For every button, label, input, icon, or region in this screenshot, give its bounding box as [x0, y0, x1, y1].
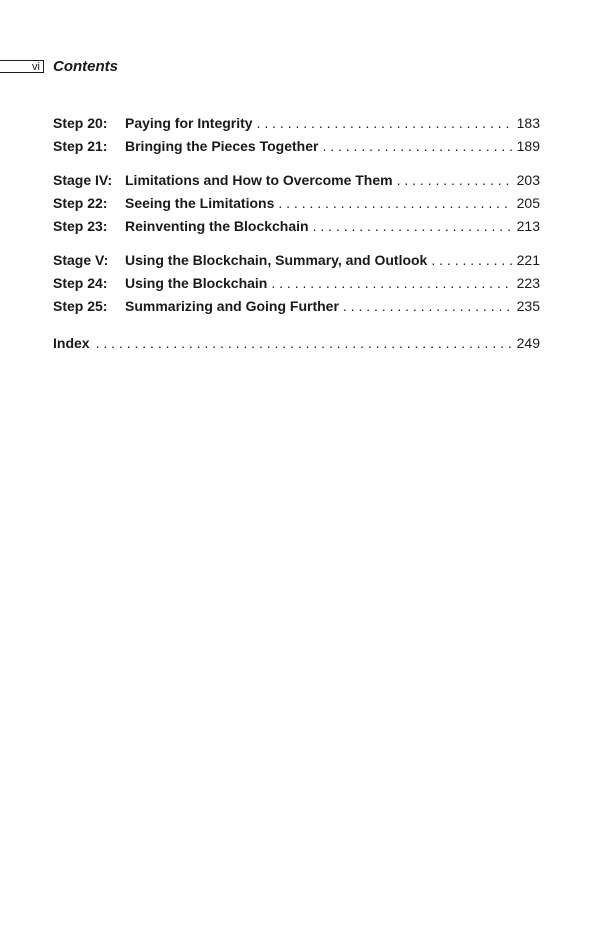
running-title: Contents: [53, 58, 118, 75]
toc-entry-title: Reinventing the Blockchain: [125, 218, 309, 234]
toc-entry-title: Using the Blockchain, Summary, and Outlook: [125, 252, 428, 268]
toc-entry-page: 249: [516, 335, 540, 351]
toc-entry-page: 183: [516, 115, 540, 131]
toc-entry[interactable]: [53, 272, 540, 295]
toc-entry-label: Stage V:: [53, 252, 109, 268]
toc-entry-label: Index: [53, 335, 90, 351]
toc-entry-label: Step 20:: [53, 115, 108, 131]
dot-leader: [96, 332, 513, 355]
dot-leader: [271, 272, 512, 295]
toc-entry-label: Step 25:: [53, 298, 108, 314]
toc-entry-title: Bringing the Pieces Together: [125, 138, 319, 154]
toc-entry-page: 221: [516, 252, 540, 268]
toc-stage-entry[interactable]: [53, 169, 540, 192]
toc-entry-title: Summarizing and Going Further: [125, 298, 339, 314]
dot-leader: [322, 135, 512, 158]
toc-entry-title: Limitations and How to Overcome Them: [125, 172, 393, 188]
toc-entry-label: Step 24:: [53, 275, 108, 291]
toc-entry-title: Seeing the Limitations: [125, 195, 275, 211]
toc-entry-page: 205: [516, 195, 540, 211]
toc-entry-page: 189: [516, 138, 540, 154]
toc-entry-page: 235: [516, 298, 540, 314]
toc-entry[interactable]: [53, 192, 540, 215]
dot-leader: [313, 215, 513, 238]
toc-entry-label: Step 22:: [53, 195, 108, 211]
toc-entry-label: Step 23:: [53, 218, 108, 234]
toc-entry-label: Stage IV:: [53, 172, 113, 188]
toc-entry-page: 213: [516, 218, 540, 234]
toc-entry-label: Step 21:: [53, 138, 108, 154]
toc-entry-page: 203: [516, 172, 540, 188]
toc-entry-page: 223: [516, 275, 540, 291]
toc-entry[interactable]: [53, 135, 540, 158]
toc-entry-title: Using the Blockchain: [125, 275, 268, 291]
dot-leader: [257, 112, 513, 135]
toc-entry[interactable]: [53, 215, 540, 238]
dot-leader: [397, 169, 513, 192]
toc-entry[interactable]: [53, 295, 540, 318]
dot-leader: [431, 249, 512, 272]
page-number: vi: [0, 60, 44, 73]
toc-stage-entry[interactable]: [53, 249, 540, 272]
table-of-contents: [53, 112, 540, 355]
toc-entry[interactable]: [53, 112, 540, 135]
toc-entry-title: Paying for Integrity: [125, 115, 253, 131]
toc-index-entry[interactable]: [53, 332, 540, 355]
dot-leader: [343, 295, 513, 318]
running-header: [0, 58, 300, 76]
dot-leader: [278, 192, 512, 215]
